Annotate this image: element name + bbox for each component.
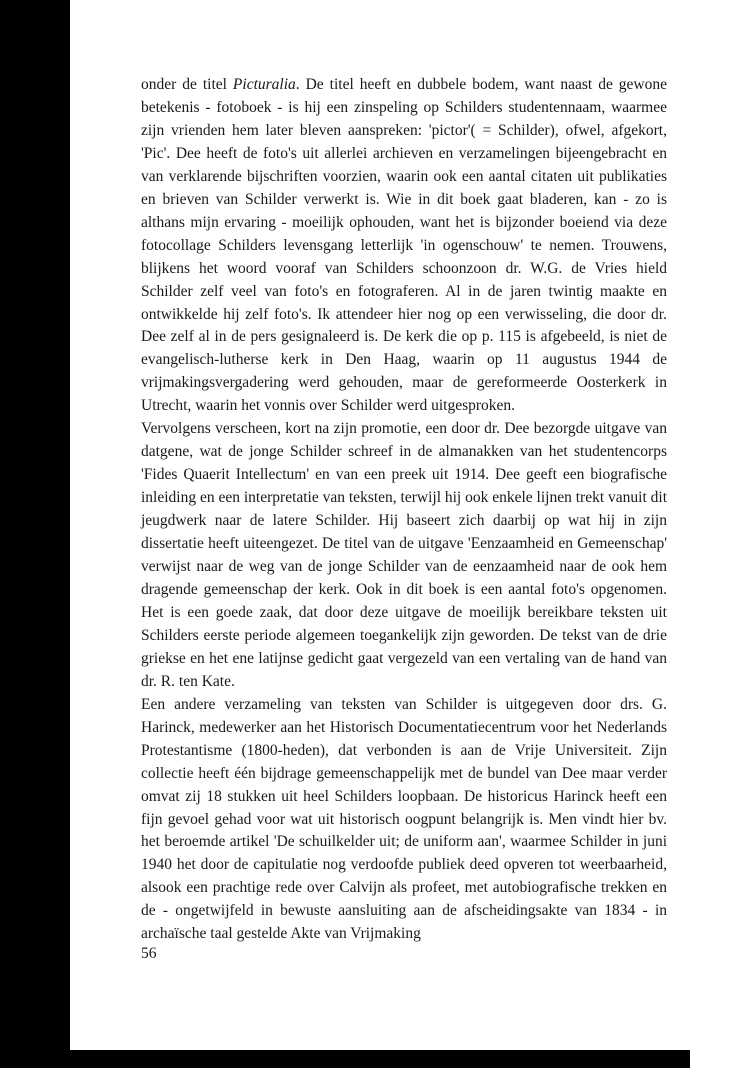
scan-left-border [0,0,70,1068]
paragraph-1 [141,74,667,418]
paragraph-2: Vervolgens verscheen, kort na zijn promotie, een door dr. Dee bezorgde uitgave van datgene, wat de jonge Schilder schreef in de almanakken van het studentencorps 'Fides Quaerit Intellectum' en van een preek uit 1914. Dee geeft een biografische inleiding en een interpretatie van teksten, terwijl hij ook enkele lijnen trekt vanuit dit jeugdwerk naar de latere Schilder. Hij baseert zich daarbij op wat hij in zijn dissertatie heeft uiteengezet. De titel van de uitgave 'Eenzaamheid en Gemeenschap' verwijst naar de weg van de jonge Schilder van de eenzaamheid naar de ook hem dragende gemeenschap der kerk. Ook in dit boek is een aantal foto's opgenomen. Het is een goede zaak, dat door deze uitgave de moeilijk bereikbare teksten uit Schilders eerste periode algemeen toegankelijk zijn geworden. De tekst van de drie griekse en het ene latijnse gedicht gaat vergezeld van een vertaling van de hand van dr. R. ten Kate. [141,420,667,690]
body-text [141,74,667,946]
paragraph-3: Een andere verzameling van teksten van Schilder is uitgegeven door drs. G. Harinck, medewerker aan het Historisch Documentatiecentrum voor het Nederlands Protestantisme (1800-heden), dat verbonden is aan de Vrije Universiteit. Zijn collectie heeft één bijdrage gemeenschappelijk met de bundel van Dee maar verder omvat zij 18 stukken uit heel Schilders loopbaan. De historicus Harinck heeft een fijn gevoel gehad voor wat uit historisch oogpunt belangrijk is. Men vindt hier bv. het beroemde artikel 'De schuilkelder uit; de uniform aan', waarmee Schilder in juni 1940 het door de capitulatie nog verdoofde publiek deed opveren tot weerbaarheid, alsook een prachtige rede over Calvijn als profeet, met autobiografische trekken en de - ongetwijfeld in bewuste aansluiting aan de afscheidingsakte van 1834 - in archaïsche taal gestelde Akte van Vrijmaking [141,695,667,943]
paragraph-1-lead: onder de titel [141,76,233,93]
book-title-picturalia: Picturalia [232,76,296,93]
page-number: 56 [141,945,157,962]
paragraph-1-body: . De titel heeft en dubbele bodem, want naast de gewone betekenis - fotoboek - is hij een zinspeling op Schilders studentennaam, waarmee zijn vrienden hem later bleven aanspreken: 'pictor'( = Schilder), ofwel, afgekort, 'Pic'. Dee heeft de foto's uit allerlei archieven en verzamelingen bijeengebracht en van verklarende bijschriften voorzien, waarin ook een aantal citaten uit publikaties en brieven van Schilder verwerkt is. Wie in dit boek gaat bladeren, kan - zo is althans mijn ervaring - moeilijk ophouden, want het is bijzonder boeiend via deze fotocollage Schilders levensgang letterlijk 'in ogenschouw' te nemen. Trouwens, blijkens het woord vooraf van Schilders schoonzoon dr. W.G. de Vries hield Schilder zelf veel van foto's en fotograferen. Al in de jaren twintig maakte en ontwikkelde hij zelf foto's. Ik attendeer hier nog op een verwisseling, die door dr. Dee zelf al in de pers gesignaleerd is. De kerk die op p. 115 is afgebeeld, is niet de evangelisch-lutherse kerk in Den Haag, waarin op 11 augustus 1944 de vrijmakingsvergadering werd gehouden, maar de gereformeerde Oosterkerk in Utrecht, waarin het vonnis over Schilder werd uitgesproken. [141,76,667,415]
scan-bottom-border [70,1050,690,1068]
